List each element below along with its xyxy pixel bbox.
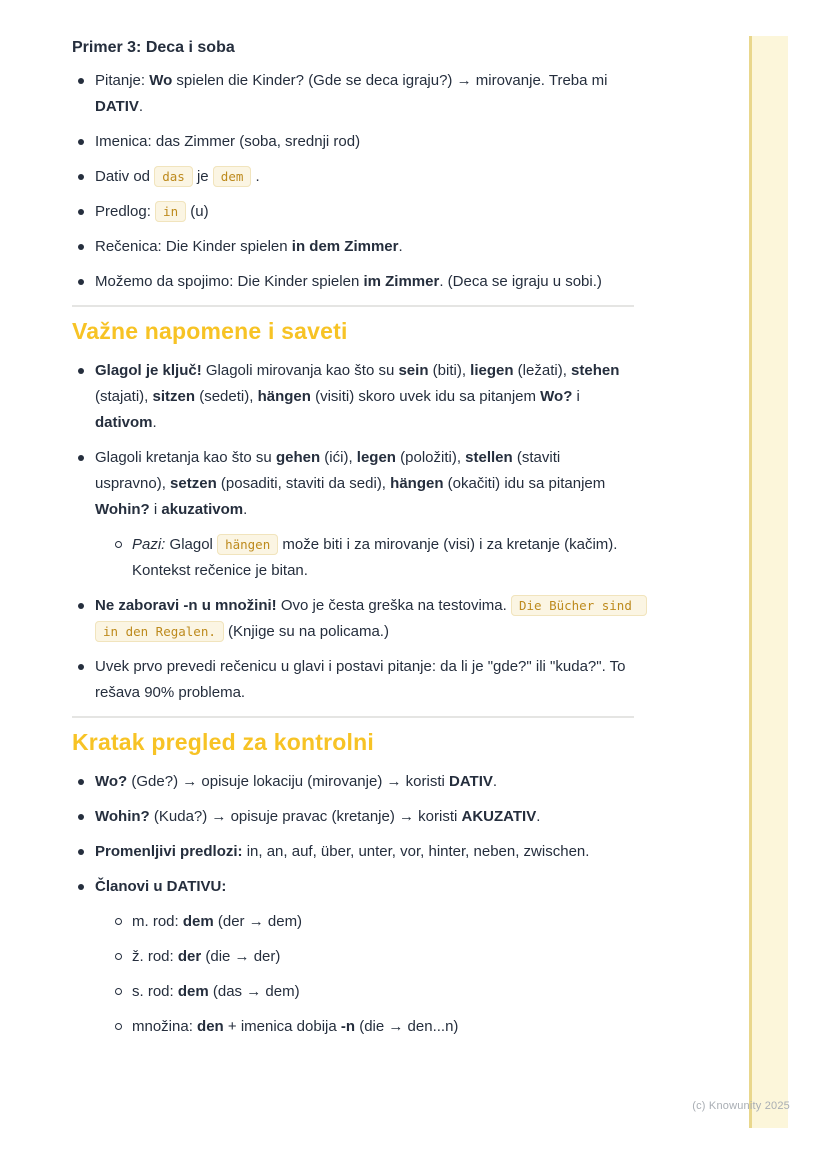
bold-text: DATIV xyxy=(449,773,493,790)
bold-text: Glagol je ključ! xyxy=(95,362,202,379)
text-run: (u) xyxy=(186,203,209,220)
list-item-text xyxy=(132,913,302,930)
text-run: (okačiti) idu sa pitanjem xyxy=(443,475,606,492)
list-item-text xyxy=(95,843,589,860)
bold-text: akuzativom xyxy=(161,501,244,518)
text-run: . xyxy=(492,773,498,790)
section-divider xyxy=(72,305,634,307)
list-item xyxy=(72,199,634,225)
text-run: m. rod: xyxy=(132,913,183,930)
list-item-text xyxy=(132,536,617,579)
text-run: . xyxy=(152,414,157,431)
text-run: + imenica dobija xyxy=(223,1018,341,1035)
text-run: (ležati), xyxy=(513,362,572,379)
bold-text: hängen xyxy=(257,388,311,405)
list-item-text xyxy=(95,238,403,255)
inline-code: Die Bücher sind in den Regalen. xyxy=(95,595,647,642)
list-item xyxy=(72,445,634,523)
bold-text: DATIV xyxy=(95,98,139,115)
bullet-icon xyxy=(78,814,84,820)
text-run: (staviti uspravno), xyxy=(95,449,561,492)
list-item xyxy=(72,654,634,706)
bold-text: Članovi u DATIVU: xyxy=(95,878,227,895)
list-item xyxy=(72,769,634,795)
text-run: i xyxy=(149,501,162,518)
bold-text: legen xyxy=(356,449,396,466)
text-run: množina: xyxy=(132,1018,198,1035)
list-item-text xyxy=(95,72,607,115)
text-run: Glagol xyxy=(165,536,218,553)
bullet-icon xyxy=(78,279,84,285)
list-item-text xyxy=(132,948,280,965)
text-run: (posaditi, staviti da sedi), xyxy=(216,475,391,492)
bullet-icon xyxy=(78,78,84,84)
bold-text: sitzen xyxy=(152,388,196,405)
italic-text: Pazi: xyxy=(132,536,166,553)
list-item xyxy=(72,839,634,865)
list-item-text xyxy=(95,133,360,150)
list-item xyxy=(72,358,634,436)
inline-code: das xyxy=(154,166,193,187)
bold-text: den xyxy=(197,1018,224,1035)
bold-text: Wohin? xyxy=(95,808,150,825)
bold-text: stellen xyxy=(465,449,513,466)
bold-text: Wo xyxy=(149,72,173,89)
inline-code: in xyxy=(155,201,186,222)
list-item xyxy=(109,909,634,935)
bullet-icon xyxy=(78,209,84,215)
bullet-list xyxy=(72,68,634,295)
bold-text: AKUZATIV xyxy=(461,808,537,825)
bullet-icon xyxy=(78,244,84,250)
text-run: . xyxy=(251,168,260,185)
list-item-text xyxy=(132,1018,458,1035)
list-item xyxy=(109,532,634,584)
section-divider xyxy=(72,716,634,718)
list-item-text xyxy=(132,983,300,1000)
list-item-text xyxy=(95,273,602,290)
text-run: . xyxy=(536,808,541,825)
list-item xyxy=(72,593,640,645)
bold-text: der xyxy=(177,948,202,965)
list-item-text xyxy=(95,449,605,518)
text-run: Ovo je česta greška na testovima. xyxy=(276,597,511,614)
list-item-text xyxy=(95,658,625,701)
list-item xyxy=(72,129,634,155)
list-item xyxy=(109,1014,634,1040)
bullet-icon xyxy=(78,368,84,374)
text-run: . (Deca se igraju u sobi.) xyxy=(439,273,602,290)
text-run: (das → dem) xyxy=(208,983,300,1000)
bullet-icon xyxy=(78,884,84,890)
bold-text: setzen xyxy=(170,475,217,492)
text-run: (der → dem) xyxy=(213,913,303,930)
text-run: Predlog: xyxy=(95,203,156,220)
list-item-text xyxy=(95,362,619,431)
text-run: . xyxy=(138,98,144,115)
text-run: (die → der) xyxy=(201,948,281,965)
text-run: (položiti), xyxy=(395,449,466,466)
list-item xyxy=(72,874,634,900)
bold-text: stehen xyxy=(571,362,620,379)
list-item-text xyxy=(95,878,226,895)
list-item-text xyxy=(95,168,260,185)
bold-text: dem xyxy=(177,983,209,1000)
bold-text: Wo? xyxy=(95,773,128,790)
circle-bullet-icon xyxy=(115,988,122,995)
bullet-icon xyxy=(78,603,84,609)
text-run: Glagoli kretanja kao što su xyxy=(95,449,276,466)
bold-text: Ne zaboravi -n u množini! xyxy=(95,597,277,614)
inline-code: dem xyxy=(213,166,252,187)
list-item xyxy=(109,979,634,1005)
text-run: (Kuda?) → opisuje pravac (kretanje) → koristi xyxy=(149,808,462,825)
text-run: je xyxy=(192,168,213,185)
section-heading: Važne napomene i saveti xyxy=(72,318,348,344)
text-run: spielen die Kinder? (Gde se deca igraju?) → mirovanje. Treba mi xyxy=(172,72,608,89)
text-run: (sedeti), xyxy=(195,388,258,405)
right-accent-band xyxy=(749,36,788,1128)
text-run: Možemo da spojimo: Die Kinder spielen xyxy=(95,273,364,290)
bullet-icon xyxy=(78,174,84,180)
bold-text: Promenljivi predlozi: xyxy=(95,843,243,860)
bullet-list xyxy=(72,769,634,1040)
text-run: Rečenica: Die Kinder spielen xyxy=(95,238,292,255)
text-run: (Gde?) → opisuje lokaciju (mirovanje) → koristi xyxy=(127,773,449,790)
bold-text: Wo? xyxy=(540,388,573,405)
text-run: s. rod: xyxy=(132,983,178,1000)
inline-code: hängen xyxy=(217,534,278,555)
list-item xyxy=(109,944,634,970)
list-item-text xyxy=(95,808,540,825)
circle-bullet-icon xyxy=(115,541,122,548)
list-item-text xyxy=(95,203,209,220)
text-run: . xyxy=(398,238,403,255)
text-run: Pitanje: xyxy=(95,72,150,89)
text-run: (die → den...n) xyxy=(355,1018,459,1035)
list-item xyxy=(72,269,634,295)
bold-text: sein xyxy=(398,362,429,379)
bold-text: liegen xyxy=(470,362,514,379)
bullet-icon xyxy=(78,849,84,855)
bold-text: -n xyxy=(340,1018,356,1035)
bold-text: Wohin? xyxy=(95,501,150,518)
text-run: ž. rod: xyxy=(132,948,178,965)
list-item xyxy=(72,234,634,260)
text-run: . xyxy=(243,501,248,518)
text-run: (biti), xyxy=(428,362,471,379)
circle-bullet-icon xyxy=(115,918,122,925)
bold-text: hängen xyxy=(390,475,444,492)
bold-text: im Zimmer xyxy=(363,273,440,290)
list-item xyxy=(72,68,634,120)
text-run: Dativ od xyxy=(95,168,155,185)
copyright-watermark: (c) Knowunity 2025 xyxy=(692,1100,790,1112)
bold-text: dativom xyxy=(95,414,153,431)
circle-bullet-icon xyxy=(115,953,122,960)
text-run: (Knjige su na policama.) xyxy=(223,623,389,640)
list-item xyxy=(72,804,634,830)
text-run: (ići), xyxy=(320,449,357,466)
bold-text: in dem Zimmer xyxy=(291,238,399,255)
bullet-icon xyxy=(78,779,84,785)
text-run: Uvek prvo prevedi rečenicu u glavi i postavi pitanje: da li je "gde?" ili "kuda?". To rešava 90% problema. xyxy=(95,658,626,701)
text-run: može biti i za mirovanje (visi) i za kretanje (kačim). Kontekst rečenice je bitan. xyxy=(132,536,618,579)
bullet-icon xyxy=(78,139,84,145)
text-run: (stajati), xyxy=(95,388,153,405)
list-item-text xyxy=(95,773,497,790)
example-heading: Primer 3: Deca i soba xyxy=(72,39,235,56)
circle-bullet-icon xyxy=(115,1023,122,1030)
document-content xyxy=(72,38,640,1049)
text-run: (visiti) skoro uvek idu sa pitanjem xyxy=(310,388,541,405)
bold-text: dem xyxy=(182,913,214,930)
bullet-icon xyxy=(78,664,84,670)
bullet-list xyxy=(72,358,640,706)
bullet-icon xyxy=(78,455,84,461)
list-item xyxy=(72,164,634,190)
text-run: Glagoli mirovanja kao što su xyxy=(201,362,399,379)
text-run: i xyxy=(572,388,580,405)
bold-text: gehen xyxy=(275,449,321,466)
text-run: in, an, auf, über, unter, vor, hinter, neben, zwischen. xyxy=(242,843,590,860)
text-run: Imenica: das Zimmer (soba, srednji rod) xyxy=(95,133,361,150)
section-heading: Kratak pregled za kontrolni xyxy=(72,729,374,755)
list-item-text xyxy=(95,597,647,640)
